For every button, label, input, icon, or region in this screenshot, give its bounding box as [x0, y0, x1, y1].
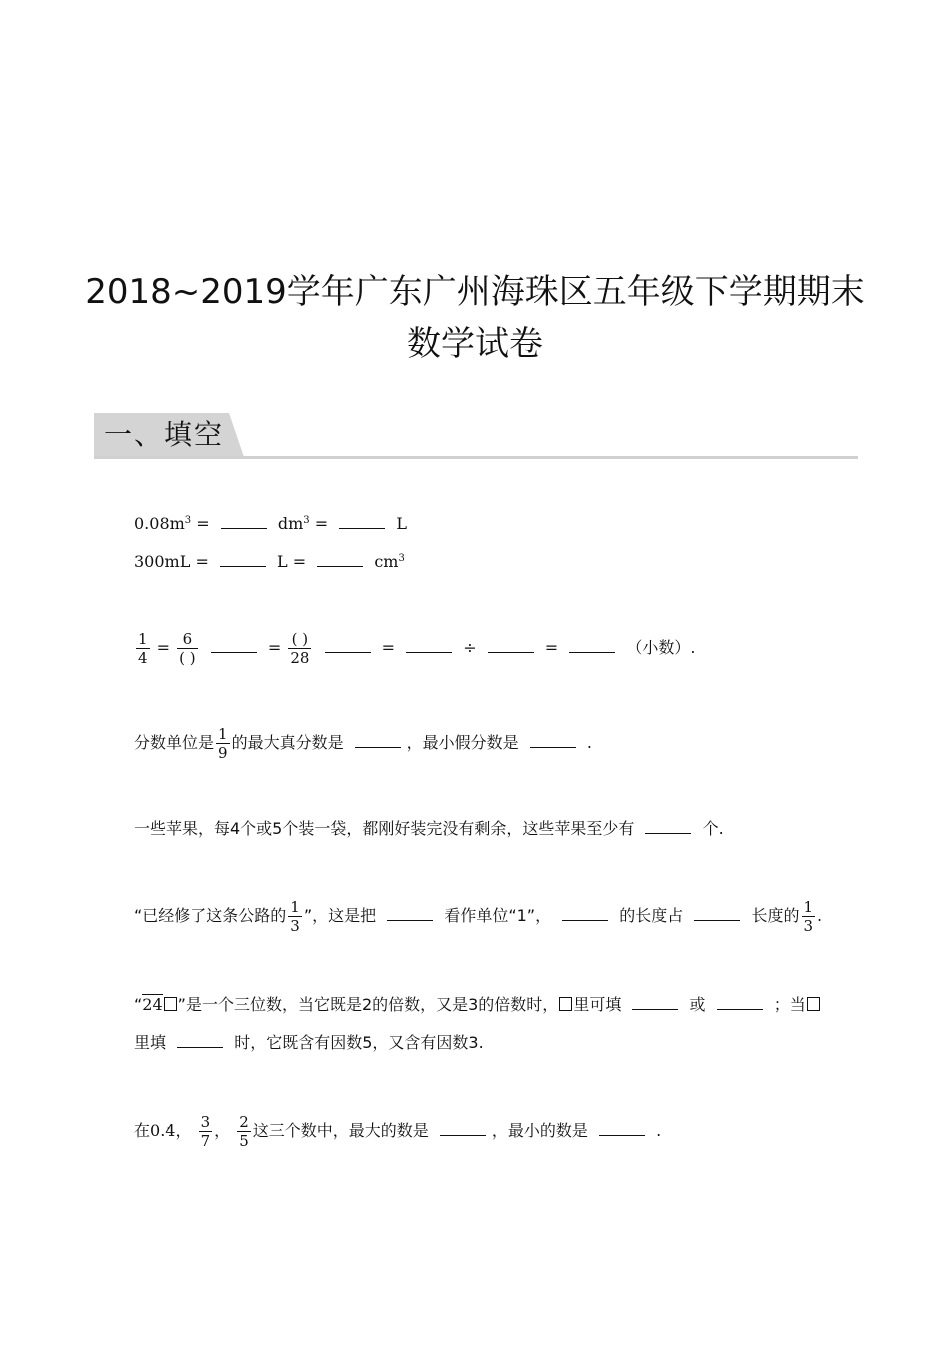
q1-exponent: 3	[184, 515, 192, 526]
answer-blank[interactable]	[355, 731, 401, 748]
unit-cm: cm	[374, 552, 399, 571]
square-icon	[559, 997, 572, 1011]
square-icon	[164, 997, 177, 1011]
q1-exponent: 3	[303, 515, 310, 526]
answer-blank[interactable]	[440, 1119, 486, 1136]
q1-exponent: 3	[398, 553, 405, 564]
q6-line2	[134, 1031, 484, 1055]
fraction: $\frac{( )}{28}$	[290, 630, 310, 667]
answer-blank[interactable]	[562, 904, 608, 921]
equals-sign: =	[196, 514, 210, 533]
square-icon	[807, 997, 820, 1011]
q1-line2	[134, 550, 405, 574]
unit-L: L	[396, 514, 407, 533]
equals-sign: =	[267, 638, 282, 657]
q6-number: 24	[142, 995, 163, 1014]
unit-L: L	[277, 552, 288, 571]
repeating-digit: 4 ·	[165, 1121, 175, 1140]
q7-text: 在	[134, 1121, 151, 1140]
answer-blank[interactable]	[387, 904, 433, 921]
q4-end: 个.	[702, 819, 724, 838]
q6-text: 时，它既含有因数5，又含有因数3.	[234, 1033, 484, 1052]
q4-line	[134, 817, 724, 841]
period: .	[817, 906, 823, 925]
equals-sign: =	[544, 638, 559, 657]
answer-blank[interactable]	[339, 512, 385, 529]
fraction: $\frac{6}{( )}$	[179, 630, 196, 667]
q2-line	[134, 628, 695, 668]
answer-blank[interactable]	[645, 817, 691, 834]
q2-suffix: （小数）.	[626, 638, 696, 657]
q5-text: “已经修了这条公路的	[134, 906, 287, 925]
fraction: $\frac{1}{9}$	[218, 725, 228, 762]
q6-text: 或	[689, 995, 706, 1014]
unit-dm: dm	[277, 514, 304, 533]
q4-text: 一些苹果，每4个或5个装一袋，都刚好装完没有剩余，这些苹果至少有	[134, 819, 635, 838]
answer-blank[interactable]	[220, 550, 266, 567]
answer-blank[interactable]	[488, 636, 534, 653]
q7-text: ，最小的数是	[491, 1121, 588, 1140]
division-sign: ÷	[463, 638, 477, 657]
comma: ，	[175, 1121, 192, 1140]
equals-sign: =	[381, 638, 395, 657]
answer-blank[interactable]	[317, 550, 363, 567]
q1-value-ml: 300mL	[134, 552, 191, 571]
answer-blank[interactable]	[177, 1031, 223, 1048]
answer-blank[interactable]	[599, 1119, 645, 1136]
q1-value: 0.08m	[134, 514, 185, 533]
q3-text: ，最小假分数是	[406, 733, 519, 752]
q7-text: 这三个数中，最大的数是	[252, 1121, 429, 1140]
q6-text: ”是一个三位数，当它既是2的倍数，又是3的倍数时，	[177, 995, 559, 1014]
answer-blank[interactable]	[325, 636, 371, 653]
section-header	[94, 413, 858, 459]
period: .	[656, 1121, 662, 1140]
title-line-1: 2018~2019学年广东广州海珠区五年级下学期期末	[85, 272, 865, 312]
q5-text: 看作单位“1”，	[444, 906, 552, 925]
answer-blank[interactable]	[632, 993, 678, 1010]
equals-sign: =	[195, 552, 209, 571]
fraction: $\frac{1}{4}$	[138, 630, 148, 667]
section-rule	[94, 456, 858, 459]
answer-blank[interactable]	[530, 731, 576, 748]
q3-line	[134, 723, 592, 763]
answer-blank[interactable]	[406, 636, 452, 653]
title-line-2: 数学试卷	[407, 324, 543, 364]
answer-blank[interactable]	[221, 512, 267, 529]
document-title	[0, 266, 950, 370]
answer-blank[interactable]	[694, 904, 740, 921]
q5-text: 长度的	[751, 906, 800, 925]
q6-text: ；当	[773, 995, 806, 1014]
equals-sign: =	[156, 638, 171, 657]
period: .	[586, 733, 592, 752]
quote: “	[134, 995, 143, 1014]
q7-line	[134, 1111, 661, 1151]
answer-blank[interactable]	[717, 993, 763, 1010]
q1-line1	[134, 512, 407, 536]
answer-blank[interactable]	[211, 636, 257, 653]
q6-text: 里填	[134, 1033, 167, 1052]
equals-sign: =	[314, 514, 329, 533]
q3-text: 的最大真分数是	[231, 733, 344, 752]
fraction: $\frac{1}{3}$	[290, 898, 300, 935]
equals-sign: =	[292, 552, 307, 571]
q5-text: 的长度占	[619, 906, 684, 925]
fraction: $\frac{1}{3}$	[803, 898, 814, 935]
comma: ，	[214, 1121, 231, 1140]
q3-text: 分数单位是	[134, 733, 215, 752]
q6-text: 里可填	[573, 995, 622, 1014]
q5-text: ”，这是把	[303, 906, 377, 925]
q6-line1	[134, 993, 821, 1017]
fraction: $\frac{3}{7}$	[200, 1113, 211, 1150]
answer-blank[interactable]	[569, 636, 615, 653]
section-label: 一、填空	[104, 418, 225, 451]
q5-line	[134, 896, 822, 936]
fraction: $\frac{2}{5}$	[239, 1113, 249, 1150]
decimal-int: 0.	[150, 1121, 166, 1140]
